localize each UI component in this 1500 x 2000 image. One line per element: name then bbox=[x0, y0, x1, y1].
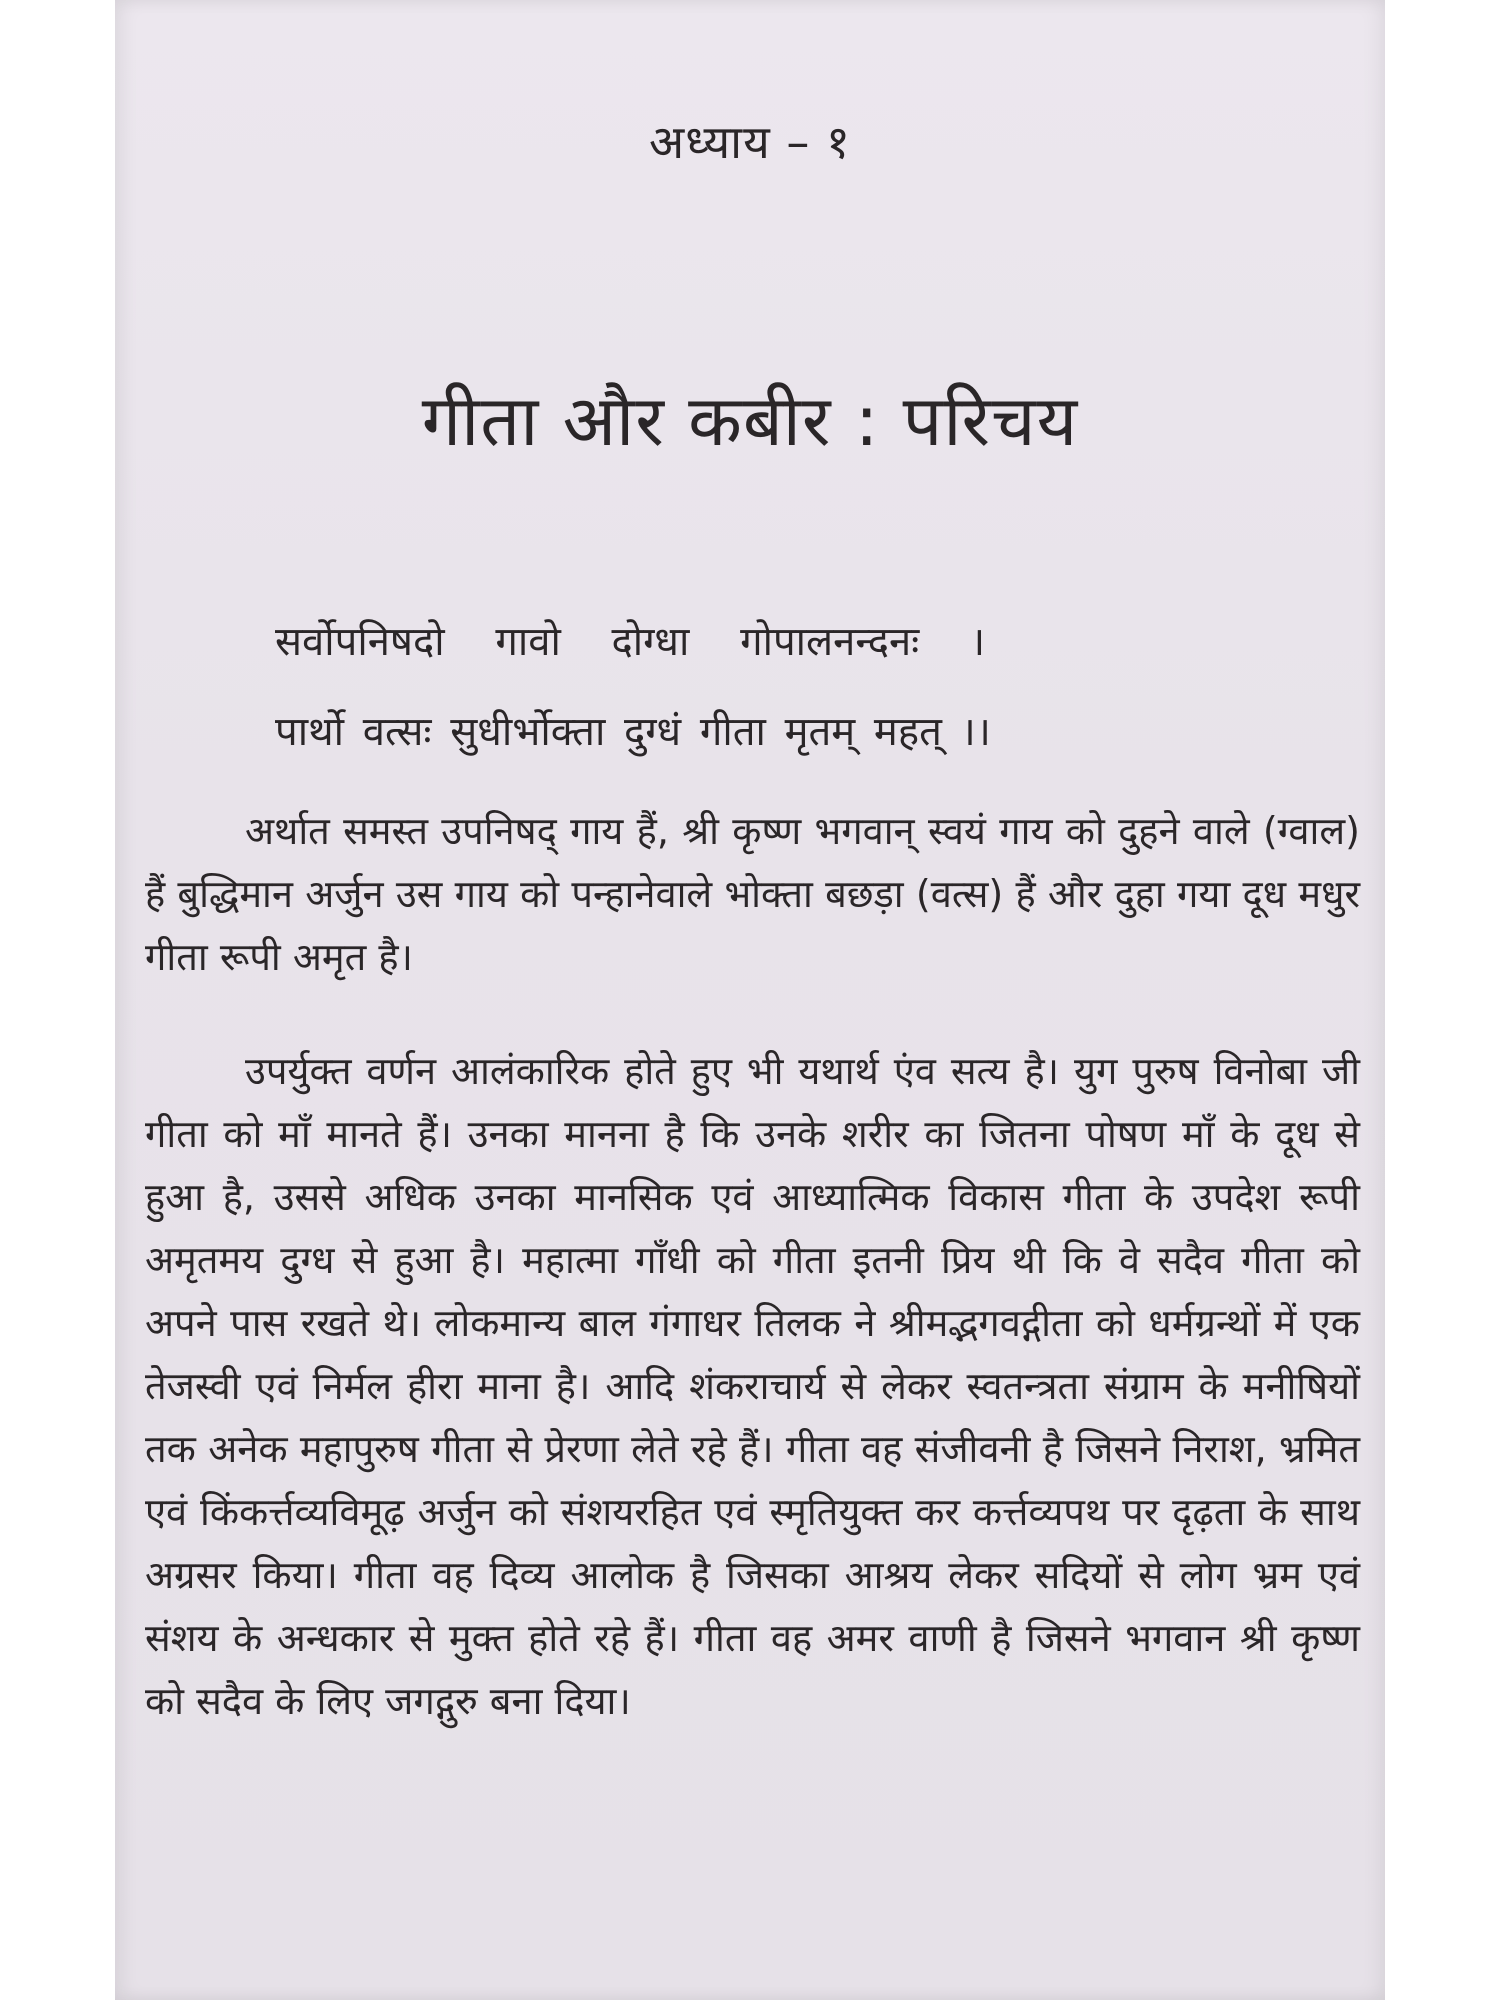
verse-line-1: सर्वोपनिषदो गावो दोग्धा गोपालनन्दनः । bbox=[275, 619, 986, 665]
verse-line-2: पार्थो वत्सः सुधीर्भोक्ता दुग्धं गीता मृतम् महत् ।। bbox=[275, 709, 991, 755]
book-page bbox=[115, 0, 1385, 2000]
paragraph-1: अर्थात समस्त उपनिषद् गाय हैं, श्री कृष्ण भगवान् स्वयं गाय को दुहने वाले (ग्वाल) हैं बुद्धिमान अर्जुन उस गाय को पन्हानेवाले भोक्ता बछड़ा (वत्स) हैं और दुहा गया दूध मधुर गीता रूपी अमृत है। bbox=[145, 809, 1360, 979]
page-title: गीता और कबीर : परिचय bbox=[421, 380, 1079, 462]
chapter-heading: अध्याय – १ bbox=[649, 115, 851, 169]
paragraph-2: उपर्युक्त वर्णन आलंकारिक होते हुए भी यथार्थ एंव सत्य है। युग पुरुष विनोबा जी गीता को माँ मानते हैं। उनका मानना है कि उनके शरीर का जितना पोषण माँ के दूध से हुआ है, उससे अधिक उनका मानसिक एवं आध्यात्मिक विकास गीता के उपदेश रूपी अमृतमय दुग्ध से हुआ है। महात्मा गाँधी को गीता इतनी प्रिय थी कि वे सदैव गीता को अपने पास रखते थे। लोकमान्य बाल गंगाधर तिलक ने श्रीमद्भगवद्गीता को धर्मग्रन्थों में एक तेजस्वी एवं निर्मल हीरा माना है। आदि शंकराचार्य से लेकर स्वतन्त्रता संग्राम के मनीषियों तक अनेक महापुरुष गीता से प्रेरणा लेते रहे हैं। गीता वह संजीवनी है जिसने निराश, भ्रमित एवं किंकर्त्तव्यविमूढ़ अर्जुन को संशयरहित एवं स्मृतियुक्त कर कर्त्तव्यपथ पर दृढ़ता के साथ अग्रसर किया। गीता वह दिव्य आलोक है जिसका आश्रय लेकर सदियों से लोग भ्रम एवं संशय के अन्धकार से मुक्त होते रहे हैं। गीता वह अमर वाणी है जिसने भगवान श्री कृष्ण को सदैव के लिए जगद्गुरु बना दिया। bbox=[145, 1049, 1360, 1723]
